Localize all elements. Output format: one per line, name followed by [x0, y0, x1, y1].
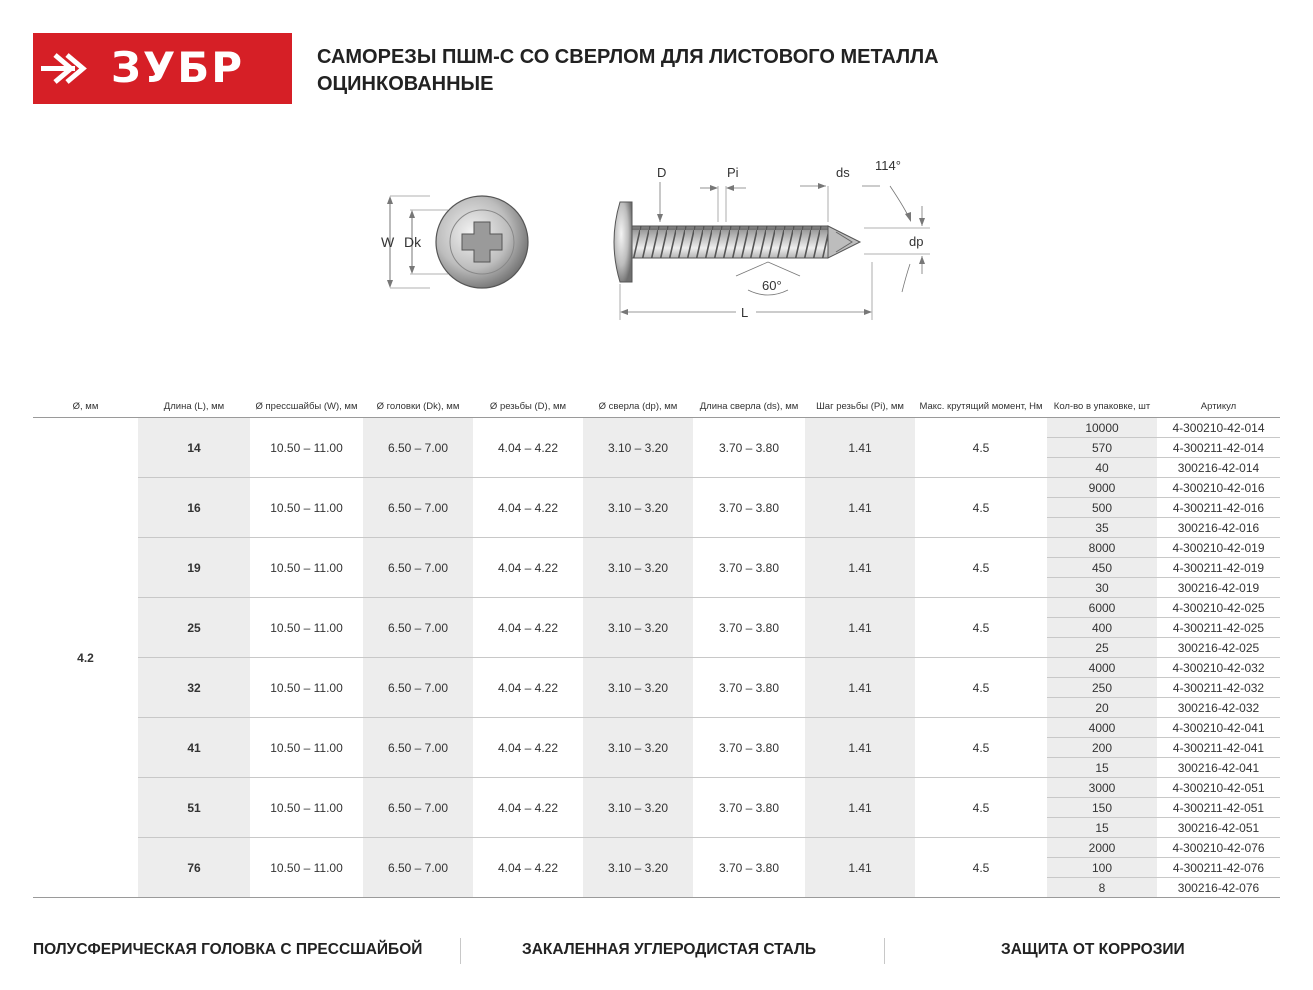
drill-length-cell: 3.70 – 3.80 [693, 718, 805, 778]
col-header-diameter: Ø, мм [33, 396, 138, 418]
drill-cell: 3.10 – 3.20 [583, 538, 693, 598]
screw-side-view [614, 158, 930, 320]
article-cell: 4-300210-42-032 [1157, 658, 1280, 678]
table-header-row [33, 396, 1280, 418]
feature-corrosion: ЗАЩИТА ОТ КОРРОЗИИ [1001, 941, 1185, 958]
pitch-cell: 1.41 [805, 658, 915, 718]
torque-cell: 4.5 [915, 478, 1047, 538]
quantity-cell: 8000 [1047, 538, 1157, 558]
article-cell: 300216-42-025 [1157, 638, 1280, 658]
diameter-cell: 4.2 [33, 418, 138, 898]
washer-cell: 10.50 – 11.00 [250, 778, 363, 838]
quantity-cell: 40 [1047, 458, 1157, 478]
quantity-cell: 20 [1047, 698, 1157, 718]
article-cell: 4-300211-42-076 [1157, 858, 1280, 878]
quantity-cell: 10000 [1047, 418, 1157, 438]
thread-cell: 4.04 – 4.22 [473, 718, 583, 778]
page-title [317, 44, 939, 98]
quantity-cell: 500 [1047, 498, 1157, 518]
footer-divider [460, 938, 461, 964]
thread-cell: 4.04 – 4.22 [473, 778, 583, 838]
drill-cell: 3.10 – 3.20 [583, 598, 693, 658]
col-header-length: Длина (L), мм [138, 396, 250, 418]
length-cell: 41 [138, 718, 250, 778]
quantity-cell: 4000 [1047, 658, 1157, 678]
length-cell: 51 [138, 778, 250, 838]
quantity-cell: 100 [1047, 858, 1157, 878]
quantity-cell: 450 [1047, 558, 1157, 578]
thread-cell: 4.04 – 4.22 [473, 478, 583, 538]
label-pi: Pi [727, 165, 739, 180]
col-header-washer: Ø прессшайбы (W), мм [250, 396, 363, 418]
washer-cell: 10.50 – 11.00 [250, 478, 363, 538]
specification-table [33, 396, 1280, 898]
table-row [33, 418, 1280, 438]
drill-cell: 3.10 – 3.20 [583, 658, 693, 718]
thread-cell: 4.04 – 4.22 [473, 598, 583, 658]
washer-cell: 10.50 – 11.00 [250, 538, 363, 598]
article-cell: 4-300210-42-016 [1157, 478, 1280, 498]
article-cell: 300216-42-076 [1157, 878, 1280, 898]
length-cell: 76 [138, 838, 250, 898]
quantity-cell: 250 [1047, 678, 1157, 698]
washer-cell: 10.50 – 11.00 [250, 598, 363, 658]
drill-cell: 3.10 – 3.20 [583, 778, 693, 838]
article-cell: 300216-42-016 [1157, 518, 1280, 538]
pitch-cell: 1.41 [805, 418, 915, 478]
torque-cell: 4.5 [915, 598, 1047, 658]
pitch-cell: 1.41 [805, 838, 915, 898]
col-header-pitch: Шаг резьбы (Pi), мм [805, 396, 915, 418]
drill-length-cell: 3.70 – 3.80 [693, 598, 805, 658]
table-row [33, 838, 1280, 858]
label-l: L [741, 305, 749, 320]
drill-cell: 3.10 – 3.20 [583, 418, 693, 478]
quantity-cell: 400 [1047, 618, 1157, 638]
title-line-2: ОЦИНКОВАННЫЕ [317, 73, 494, 95]
head-cell: 6.50 – 7.00 [363, 418, 473, 478]
label-w: W [381, 234, 395, 250]
drill-length-cell: 3.70 – 3.80 [693, 778, 805, 838]
head-cell: 6.50 – 7.00 [363, 538, 473, 598]
washer-cell: 10.50 – 11.00 [250, 658, 363, 718]
torque-cell: 4.5 [915, 658, 1047, 718]
thread-cell: 4.04 – 4.22 [473, 838, 583, 898]
washer-cell: 10.50 – 11.00 [250, 718, 363, 778]
article-cell: 4-300210-42-014 [1157, 418, 1280, 438]
drill-cell: 3.10 – 3.20 [583, 838, 693, 898]
drill-length-cell: 3.70 – 3.80 [693, 478, 805, 538]
quantity-cell: 25 [1047, 638, 1157, 658]
head-cell: 6.50 – 7.00 [363, 718, 473, 778]
torque-cell: 4.5 [915, 718, 1047, 778]
drill-length-cell: 3.70 – 3.80 [693, 658, 805, 718]
brand-logo [33, 33, 292, 104]
article-cell: 4-300210-42-076 [1157, 838, 1280, 858]
length-cell: 19 [138, 538, 250, 598]
label-d: D [657, 165, 667, 180]
col-header-head: Ø головки (Dk), мм [363, 396, 473, 418]
quantity-cell: 3000 [1047, 778, 1157, 798]
drill-length-cell: 3.70 – 3.80 [693, 538, 805, 598]
pitch-cell: 1.41 [805, 598, 915, 658]
screw-head-top-view [381, 196, 528, 288]
quantity-cell: 30 [1047, 578, 1157, 598]
drill-cell: 3.10 – 3.20 [583, 478, 693, 538]
torque-cell: 4.5 [915, 778, 1047, 838]
head-cell: 6.50 – 7.00 [363, 658, 473, 718]
article-cell: 4-300211-42-051 [1157, 798, 1280, 818]
label-dp: dp [909, 234, 924, 249]
article-cell: 4-300210-42-025 [1157, 598, 1280, 618]
table-row [33, 778, 1280, 798]
quantity-cell: 200 [1047, 738, 1157, 758]
quantity-cell: 9000 [1047, 478, 1157, 498]
logo-arrows-icon [33, 33, 113, 104]
label-tip-angle: 114° [875, 158, 901, 173]
head-cell: 6.50 – 7.00 [363, 838, 473, 898]
pitch-cell: 1.41 [805, 718, 915, 778]
head-cell: 6.50 – 7.00 [363, 478, 473, 538]
thread-cell: 4.04 – 4.22 [473, 538, 583, 598]
article-cell: 300216-42-032 [1157, 698, 1280, 718]
article-cell: 4-300210-42-041 [1157, 718, 1280, 738]
article-cell: 4-300211-42-019 [1157, 558, 1280, 578]
table-row [33, 718, 1280, 738]
length-cell: 16 [138, 478, 250, 538]
drill-length-cell: 3.70 – 3.80 [693, 838, 805, 898]
pitch-cell: 1.41 [805, 778, 915, 838]
length-cell: 14 [138, 418, 250, 478]
head-cell: 6.50 – 7.00 [363, 598, 473, 658]
article-cell: 4-300210-42-019 [1157, 538, 1280, 558]
thread-cell: 4.04 – 4.22 [473, 658, 583, 718]
footer-divider [884, 938, 885, 964]
quantity-cell: 6000 [1047, 598, 1157, 618]
torque-cell: 4.5 [915, 538, 1047, 598]
logo-text: ЗУБР [111, 43, 245, 92]
feature-steel: ЗАКАЛЕННАЯ УГЛЕРОДИСТАЯ СТАЛЬ [522, 941, 817, 958]
table-body [33, 418, 1280, 898]
article-cell: 4-300211-42-016 [1157, 498, 1280, 518]
torque-cell: 4.5 [915, 418, 1047, 478]
table-row [33, 658, 1280, 678]
quantity-cell: 15 [1047, 758, 1157, 778]
quantity-cell: 570 [1047, 438, 1157, 458]
pitch-cell: 1.41 [805, 538, 915, 598]
article-cell: 4-300210-42-051 [1157, 778, 1280, 798]
quantity-cell: 150 [1047, 798, 1157, 818]
washer-cell: 10.50 – 11.00 [250, 838, 363, 898]
col-header-drill-length: Длина сверла (ds), мм [693, 396, 805, 418]
article-cell: 300216-42-041 [1157, 758, 1280, 778]
table-row [33, 598, 1280, 618]
drill-cell: 3.10 – 3.20 [583, 718, 693, 778]
length-cell: 25 [138, 598, 250, 658]
col-header-quantity: Кол-во в упаковке, шт [1047, 396, 1157, 418]
head-cell: 6.50 – 7.00 [363, 778, 473, 838]
quantity-cell: 4000 [1047, 718, 1157, 738]
article-cell: 300216-42-019 [1157, 578, 1280, 598]
label-ds: ds [836, 165, 850, 180]
thread-cell: 4.04 – 4.22 [473, 418, 583, 478]
quantity-cell: 8 [1047, 878, 1157, 898]
feature-footer [0, 938, 1313, 964]
feature-head-type: ПОЛУСФЕРИЧЕСКАЯ ГОЛОВКА С ПРЕССШАЙБОЙ [33, 941, 423, 958]
table-row [33, 478, 1280, 498]
quantity-cell: 15 [1047, 818, 1157, 838]
table-row [33, 538, 1280, 558]
article-cell: 4-300211-42-025 [1157, 618, 1280, 638]
label-thread-angle: 60° [762, 278, 782, 293]
col-header-torque: Макс. крутящий момент, Нм [915, 396, 1047, 418]
screw-technical-drawing [370, 150, 930, 330]
article-cell: 300216-42-014 [1157, 458, 1280, 478]
quantity-cell: 2000 [1047, 838, 1157, 858]
drill-length-cell: 3.70 – 3.80 [693, 418, 805, 478]
pitch-cell: 1.41 [805, 478, 915, 538]
article-cell: 4-300211-42-032 [1157, 678, 1280, 698]
article-cell: 300216-42-051 [1157, 818, 1280, 838]
col-header-article: Артикул [1157, 396, 1280, 418]
title-line-1: САМОРЕЗЫ ПШМ-С СО СВЕРЛОМ ДЛЯ ЛИСТОВОГО МЕТАЛЛА [317, 46, 939, 68]
article-cell: 4-300211-42-014 [1157, 438, 1280, 458]
quantity-cell: 35 [1047, 518, 1157, 538]
label-dk: Dk [404, 234, 422, 250]
washer-cell: 10.50 – 11.00 [250, 418, 363, 478]
article-cell: 4-300211-42-041 [1157, 738, 1280, 758]
torque-cell: 4.5 [915, 838, 1047, 898]
col-header-drill: Ø сверла (dp), мм [583, 396, 693, 418]
length-cell: 32 [138, 658, 250, 718]
col-header-thread: Ø резьбы (D), мм [473, 396, 583, 418]
